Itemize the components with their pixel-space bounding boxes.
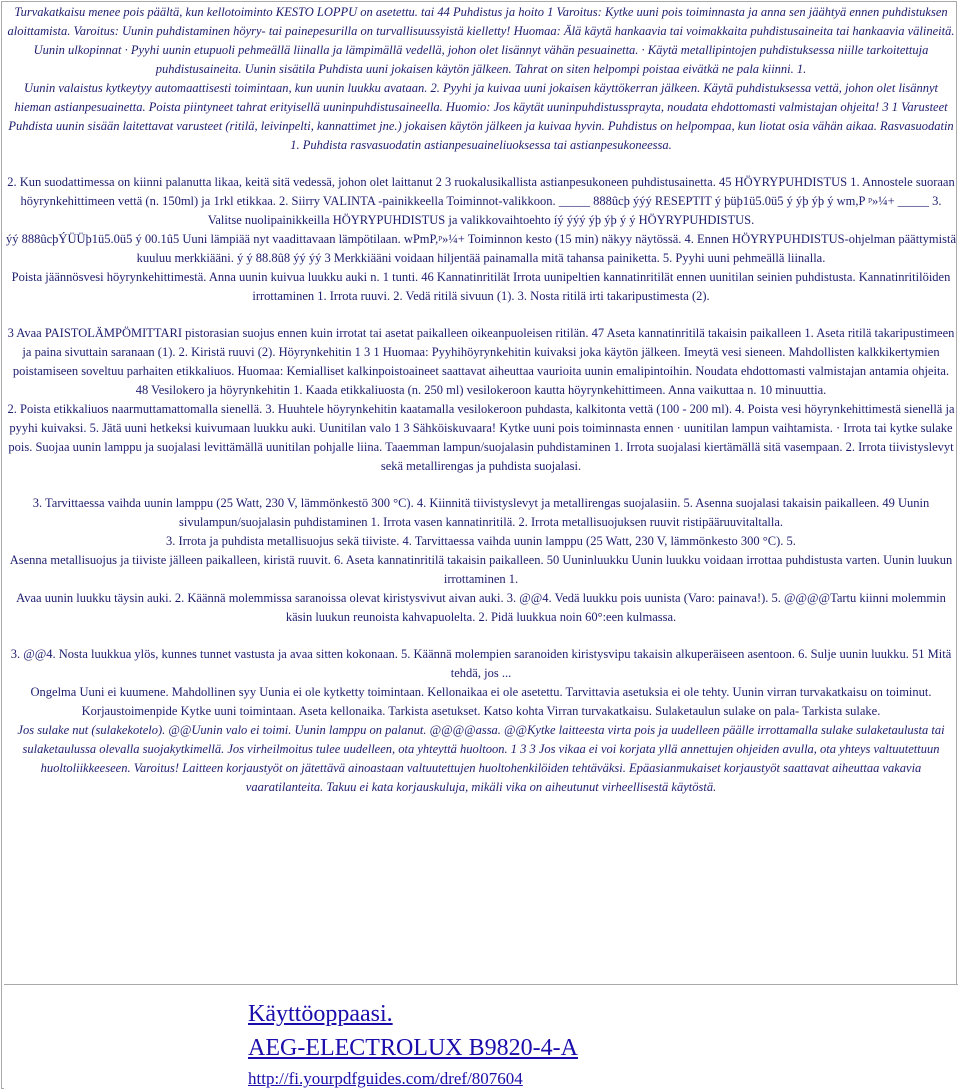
paragraph: Uunin ulkopinnat · Pyyhi uunin etupuoli pehmeällä liinalla ja lämpimällä vedellä, johon olet lisännyt vähän pesuainetta. · Käytä metallipintojen puhdistuksessa niille tarkoitettuja puhdistusaineita. Uunin sisätila Puhdista uuni jokaisen käytön jälkeen. Tahrat on siten helpompi poistaa eivätkä ne pala kiinni. 1. xyxy=(33,43,929,76)
paragraph: Korjaustoimenpide Kytke uuni toimintaan. Aseta kellonaika. Tarkista asetukset. Katso kohta Virran turvakatkaisu. Sulaketaulun sulake on pala- Tarkista sulake. xyxy=(81,704,881,718)
paragraph: ýý 888ûcþÝÜÜþ1ü5.0ü5 ý 00.1û5 Uuni lämpiää nyt vaadittavaan lämpötilaan. wPmP,ᵖ»¼+ Toiminnon kesto (15 min) näkyy näytössä. 4. Ennen HÖYRYPUHDISTUS-ohjelman päättymistä kuuluu merkkiääni. ý ý 88.8û8 ýý ýý 3 Merkkiääni voidaan hiljentää painamalla mitä tahansa painiketta. 5. Pyyhi uuni pehmeällä liinalla. xyxy=(6,232,956,265)
paragraph: 3. Tarvittaessa vaihda uunin lamppu (25 Watt, 230 V, lämmönkestö 300 °C). 4. Kiinnitä tiivistyslevyt ja metallirengas suojalasiin. 5. Asenna suojalasi takaisin paikalleen. 49 Uunin sivulampun/suojalasin puhdistaminen 1. Irrota vasen kannatinritilä. 2. Irrota metallisuojuksen ruuvit ristipääruuvitaltalla. xyxy=(32,496,930,529)
paragraph: Avaa uunin luukku täysin auki. 2. Käännä molemmissa saranoissa olevat kiristysvivut aivan auki. 3. @@4. Vedä luukku pois uunista (Varo: painava!). 5. @@@@Tartu kiinni molemmin käsin luukun reunoista kahvapuolelta. 2. Pidä luukkua noin 60°:een kulmassa. xyxy=(16,591,946,624)
source-url-link[interactable]: http://fi.yourpdfguides.com/dref/807604 xyxy=(248,1069,523,1088)
paragraph: 2. Kun suodattimessa on kiinni palanutta likaa, keitä sitä vedessä, johon olet laittanut 2 3 ruokalusikallista astianpesukoneen puhdistusainetta. 45 HÖYRYPUHDISTUS 1. Annostele suoraan höyrynkehittimeen vettä (n. 150ml) ja 1rkl etikkaa. 2. Siirry VALINTA -painikkeella Toiminnot-valikkoon. _____ 888ûcþ ýýý RESEPTIT ý þüþ1ü5.0ü5 ý ýþ ýþ ý wm,P ᵖ»¼+ _____ 3. Valitse nuolipainikkeilla HÖYRYPUHDISTUS ja valikkovaihtoehto íý ýýý ýþ ýþ ý ý HÖYRYPUHDISTUS. xyxy=(7,175,955,227)
paragraph: Jos sulake nut (sulakekotelo). @@Uunin valo ei toimi. Uunin lamppu on palanut. @@@@assa. @@Kytke laitteesta virta pois ja uudelleen päälle irrottamalla sulake sulaketaulusta tai sulaketaulussa olevalla suojakytkimellä. Jos virheilmoitus tulee uudelleen, ota yhteyttä huoltoon. 1 3 3 Jos vikaa ei voi korjata yllä annettujen ohjeiden avulla, ota yhteys valtuutettuun huoltoliikkeeseen. Varoitus! Laitteen korjaustyöt on jätettävä ainoastaan valtuutettujen huoltohenkilöiden tehtäväksi. Epäasianmukaiset korjaustyöt saattavat aiheuttaa vakavia vaaratilanteita. Takuu ei kata korjauskuluja, mikäli vika on aiheutunut virheellisestä käytöstä. xyxy=(17,723,945,794)
paragraph: Ongelma Uuni ei kuumene. Mahdollinen syy Uunia ei ole kytketty toimintaan. Kellonaikaa ei ole asetettu. Tarvittavia asetuksia ei ole tehty. Uunin virran turvakatkaisu on toiminut. xyxy=(30,685,932,699)
paragraph: Asenna metallisuojus ja tiiviste jälleen paikalleen, kiristä ruuvit. 6. Aseta kannatinritilä takaisin paikalleen. 50 Uuninluukku Uunin luukku voidaan irrottaa puhdistusta varten. Uunin luukun irrottaminen 1. xyxy=(9,553,953,586)
paragraph: Uunin valaistus kytkeytyy automaattisesti toimintaan, kun uunin luukku avataan. 2. Pyyhi ja kuivaa uuni jokaisen käyttökerran jälkeen. Käytä puhdistuksessa vettä, johon olet lisännyt hieman astianpesuainetta. Poista piintyneet tahrat erityisellä uuninpuhdistusaineella. Huomio: Jos käytät uuninpuhdistussprayta, noudata ehdottomasti valmistajan ohjeita! 3 1 Varusteet Puhdista uunin sisään laitettavat varusteet (ritilä, leivinpelti, kannattimet jne.) jokaisen käytön jälkeen ja kuivaa hyvin. Puhdistus on helpompaa, kun liotat osia vähän aikaa. Rasvasuodatin 1. Puhdista rasvasuodatin astianpesuaineliuoksessa tai astianpesukoneessa. xyxy=(8,81,954,152)
paragraph-gap xyxy=(6,306,956,324)
footer xyxy=(4,984,958,1091)
paragraph-gap xyxy=(6,155,956,173)
paragraph: 3. @@4. Nosta luukkua ylös, kunnes tunnet vastusta ja avaa sitten kokonaan. 5. Käännä molempien saranoiden kiristysvipu takaisin alkuperäiseen asentoon. 6. Sulje uunin luukku. 51 Mitä tehdä, jos ... xyxy=(10,647,952,680)
paragraph-gap xyxy=(6,476,956,494)
footer-links xyxy=(248,997,578,1091)
paragraph: 3 Avaa PAISTOLÄMPÖMITTARI pistorasian suojus ennen kuin irrotat tai asetat paikalleen oikeanpuoleisen ritilän. 47 Aseta kannatinritilä takaisin paikalleen 1. Aseta ritilä takaripustimeen ja paina sivuttain saranaan (1). 2. Kiristä ruuvi (2). Höyrynkehitin 1 3 1 Huomaa: Pyyhihöyrynkehitin kuivaksi joka käytön jälkeen. Imeytä vesi sieneen. Mahdollisten kalkkikertymien poistamiseen soveltuu parhaiten etikkaliuos. Huomaa: Kemialliset kalkinpoistoaineet saattavat aiheuttaa vaurioita uunin emalipintoihin. Noudata ehdottomasti valmistajan antamia ohjeita. xyxy=(7,326,955,378)
document-body xyxy=(6,3,956,797)
manual-title-link[interactable]: Käyttöoppaasi. xyxy=(248,1001,393,1027)
paragraph: 2. Poista etikkaliuos naarmuttamattomalla sienellä. 3. Huuhtele höyrynkehitin kaatamalla vesilokeroon puhdasta, kalkitonta vettä (100 - 200 ml). 4. Poista vesi höyrynkehittimestä sienellä ja pyyhi kuivaksi. 5. Jätä uuni hetkeksi kuivumaan luukku auki. Uunitilan valo 1 3 Sähköiskuvaara! Kytke uuni pois toiminnasta ennen · uunitilan lampun vaihtamista. · Irrota tai kytke sulake pois. Suojaa uunin lamppu ja suojalasi levittämällä uunitilan pohjalle liina. Taaemman lampun/suojalasin puhdistaminen 1. Irrota suojalasi kiertämällä sitä vasempaan. 2. Irrota tiivistyslevyt sekä metallirengas ja puhdista suojalasi. xyxy=(7,402,955,473)
page-frame xyxy=(1,1,957,1089)
paragraph-gap xyxy=(6,627,956,645)
paragraph: 3. Irrota ja puhdista metallisuojus sekä tiiviste. 4. Tarvittaessa vaihda uunin lamppu (25 Watt, 230 V, lämmönkesto 300 °C). 5. xyxy=(166,534,796,548)
paragraph: Turvakatkaisu menee pois päältä, kun kellotoiminto KESTO LOPPU on asetettu. tai 44 Puhdistus ja hoito 1 Varoitus: Kytke uuni pois toiminnasta ja anna sen jäähtyä ennen puhdistuksen aloittamista. Varoitus: Uunin puhdistaminen höyry- tai painepesurilla on turvallisuussyistä kielletty! Huomaa: Älä käytä hankaavia tai voimakkaita puhdistusaineita tai hankaavia välineitä. xyxy=(7,5,955,38)
product-name-link[interactable]: AEG-ELECTROLUX B9820-4-A xyxy=(248,1035,578,1061)
paragraph: 48 Vesilokero ja höyrynkehitin 1. Kaada etikkaliuosta (n. 250 ml) vesilokeroon kautta höyrynkehittimeen. Anna vaikuttaa n. 10 minuuttia. xyxy=(135,383,827,397)
paragraph: Poista jäännösvesi höyrynkehittimestä. Anna uunin kuivua luukku auki n. 1 tunti. 46 Kannatinritilät Irrota uunipeltien kannatinritilät ennen uunitilan seinien puhdistusta. Kannatinritilöiden irrottaminen 1. Irrota ruuvi. 2. Vedä ritilä sivuun (1). 3. Nosta ritilä irti takaripustimesta (2). xyxy=(11,270,951,303)
